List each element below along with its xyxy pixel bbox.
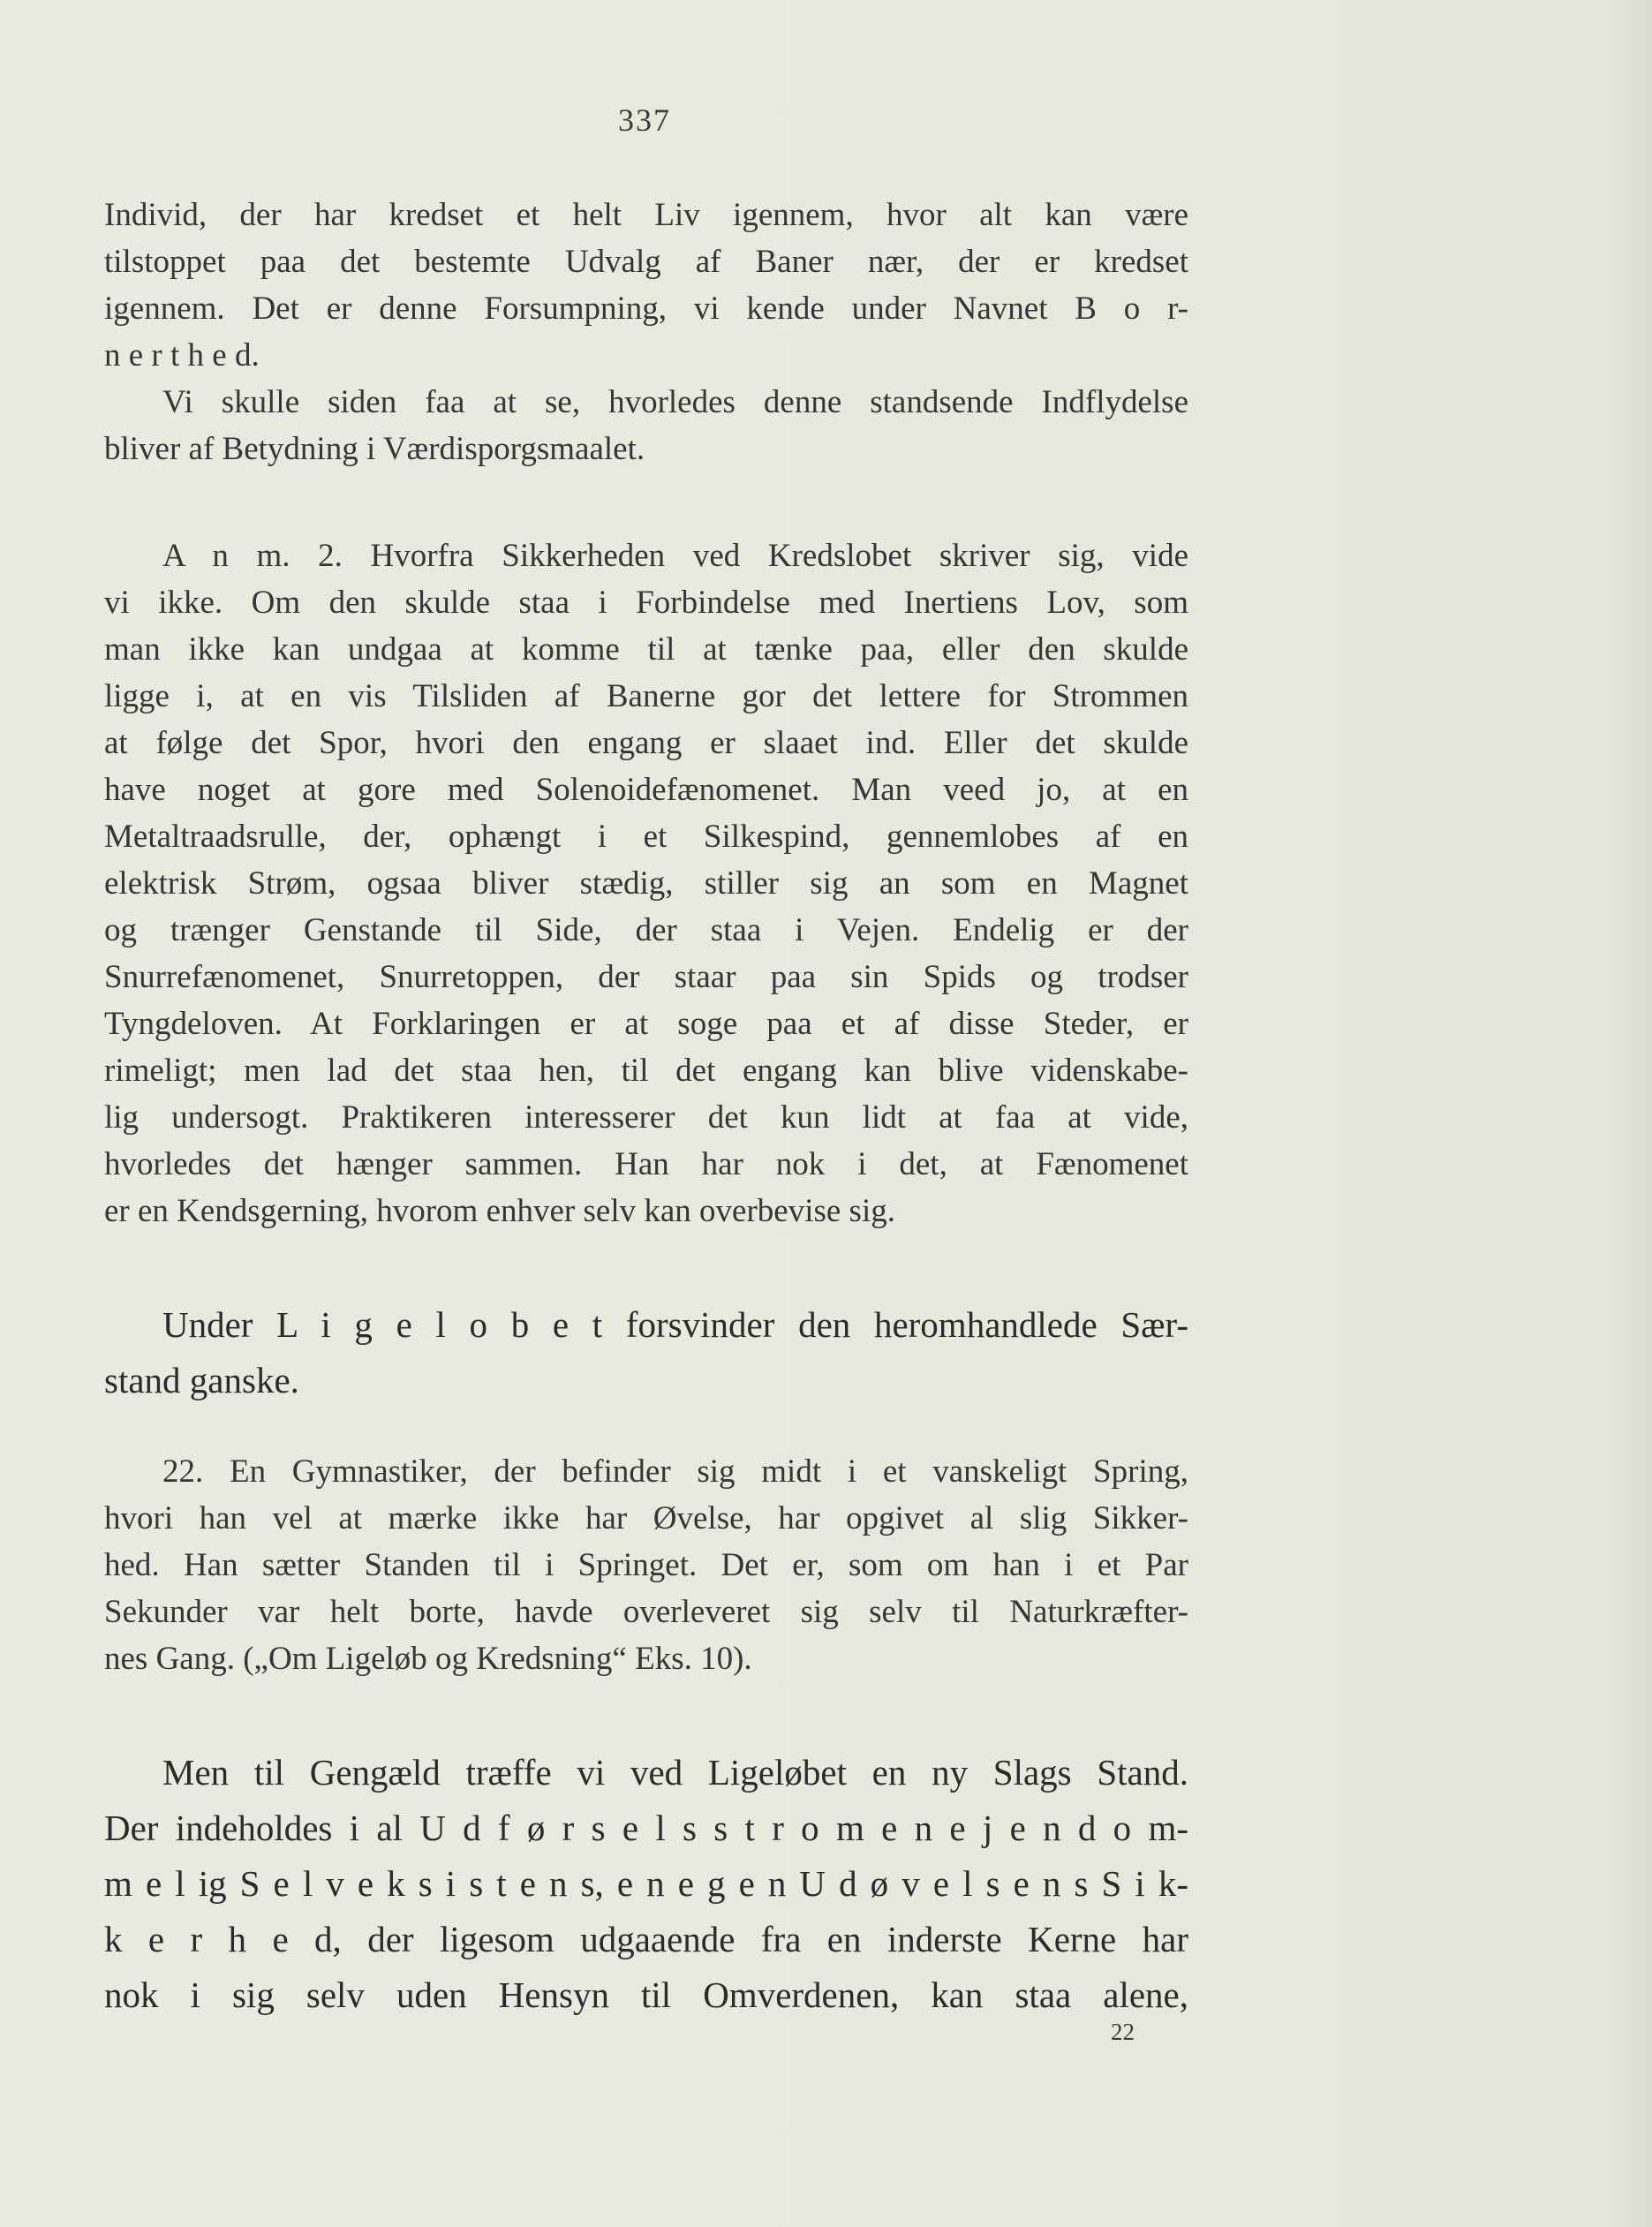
text-line: n e r t h e d. xyxy=(104,337,260,374)
text-line: stand ganske. xyxy=(104,1360,299,1400)
text-line: bliver af Betydning i Værdisporgsmaalet. xyxy=(104,431,645,467)
text-line: A n m. 2. Hvorfra Sikkerheden ved Kredslobet skriver sig, vide xyxy=(162,538,1188,574)
text-line: Snurrefænomenet, Snurretoppen, der staar paa sin Spids og trodser xyxy=(104,959,1188,995)
text-line: Sekunder var helt borte, havde overleveret sig selv til Naturkræfter- xyxy=(104,1594,1188,1630)
text-line: Individ, der har kredset et helt Liv igennem, hvor alt kan være xyxy=(104,197,1188,233)
text-line: man ikke kan undgaa at komme til at tænke paa, eller den skulde xyxy=(104,631,1188,668)
signature-mark: 22 xyxy=(1111,2019,1135,2045)
paragraph-continuation xyxy=(104,192,1188,472)
text-line: rimeligt; men lad det staa hen, til det engang kan blive videnskabe- xyxy=(104,1053,1188,1089)
text-line: elektrisk Strøm, ogsaa bliver stædig, stiller sig an som en Magnet xyxy=(104,865,1188,902)
text-line: igennem. Det er denne Forsumpning, vi kende under Navnet B o r- xyxy=(104,291,1188,327)
text-line: hvorledes det hænger sammen. Han har nok i det, at Fænomenet xyxy=(104,1146,1188,1182)
text-line: have noget at gore med Solenoidefænomenet. Man veed jo, at en xyxy=(104,772,1188,808)
text-line: k e r h e d, der ligesom udgaaende fra en inderste Kerne har xyxy=(104,1919,1188,1959)
text-line: nes Gang. („Om Ligeløb og Kredsning“ Eks. 10). xyxy=(104,1641,752,1677)
text-line: Under L i g e l o b e t forsvinder den heromhandlede Sær- xyxy=(162,1304,1188,1345)
text-line: hed. Han sætter Standen til i Springet. Det er, som om han i et Par xyxy=(104,1547,1188,1583)
text-line: Vi skulle siden faa at se, hvorledes denne standsende Indflydelse xyxy=(162,384,1188,420)
text-line: at følge det Spor, hvori den engang er slaaet ind. Eller det skulde xyxy=(104,725,1188,761)
text-line: m e l ig S e l v e k s i s t e n s, e n e g e n U d ø v e l s e n s S i k- xyxy=(104,1863,1188,1904)
text-line: Der indeholdes i al U d f ø r s e l s s t r o m e n e j e n d o m- xyxy=(104,1808,1188,1848)
text-line: Metaltraadsrulle, der, ophængt i et Silkespind, gennemlobes af en xyxy=(104,819,1188,855)
section-22 xyxy=(104,1448,1188,1682)
text-line: vi ikke. Om den skulde staa i Forbindelse med Inertiens Lov, som xyxy=(104,585,1188,621)
text-line: ligge i, at en vis Tilsliden af Banerne gor det lettere for Strommen xyxy=(104,678,1188,714)
text-line: hvori han vel at mærke ikke har Øvelse, har opgivet al slig Sikker- xyxy=(104,1500,1188,1536)
text-line: Men til Gengæld træffe vi ved Ligeløbet en ny Slags Stand. xyxy=(162,1752,1188,1793)
paragraph-gengaeld xyxy=(104,1745,1188,2023)
text-line: lig undersogt. Praktikeren interesserer det kun lidt at faa at vide, xyxy=(104,1099,1188,1136)
text-line: og trænger Genstande til Side, der staa i Vejen. Endelig er der xyxy=(104,912,1188,948)
text-line: Tyngdeloven. At Forklaringen er at soge paa et af disse Steder, er xyxy=(104,1006,1188,1042)
text-line: tilstoppet paa det bestemte Udvalg af Baner nær, der er kredset xyxy=(104,244,1188,280)
text-line: nok i sig selv uden Hensyn til Omverdenen, kan staa alene, xyxy=(104,1974,1188,2015)
text-line: 22. En Gymnastiker, der befinder sig midt i et vanskeligt Spring, xyxy=(162,1453,1188,1490)
note-anm-2 xyxy=(104,532,1188,1234)
page-number: 337 xyxy=(618,102,671,138)
paragraph-ligelobet xyxy=(104,1297,1188,1408)
text-line: er en Kendsgerning, hvorom enhver selv kan overbevise sig. xyxy=(104,1193,895,1229)
